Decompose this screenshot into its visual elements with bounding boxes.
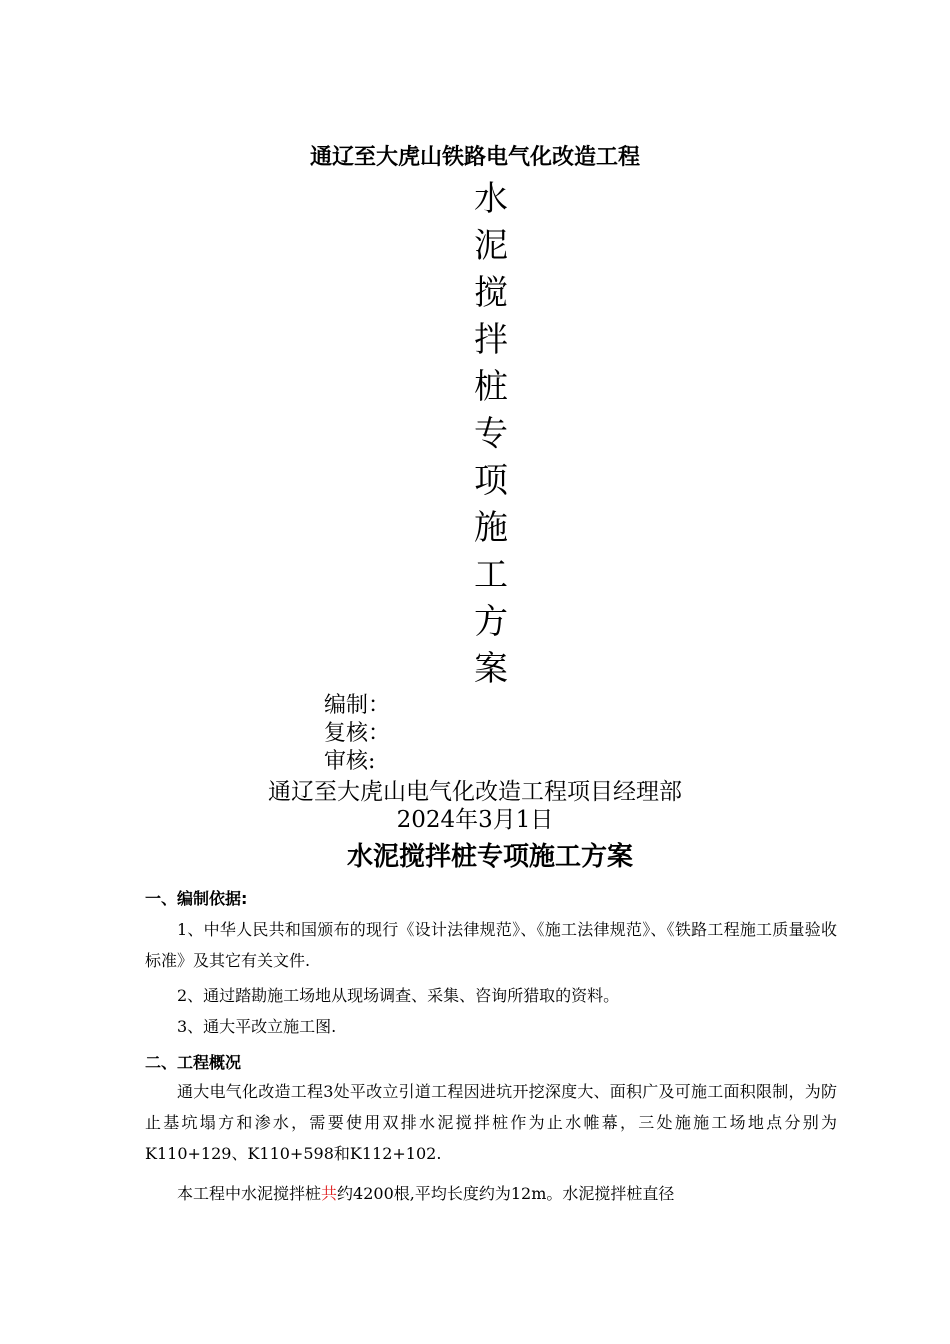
overview-paragraph-1: 通大电气化改造工程3处平改立引道工程因进坑开挖深度大、面积广及可施工面积限制，为防止基坑塌方和渗水，需要使用双排水泥搅拌桩作为止水帷幕，三处施施工场地点分别为K110+129、K110+598和K112+102. [145,1082,837,1163]
department-name: 通辽至大虎山电气化改造工程项目经理部 [268,779,682,805]
document-date: 2024年3月1日 [396,807,554,833]
basis-item-2: 2、通过踏勘施工场地从现场调查、采集、咨询所猎取的资料。 [177,986,620,1005]
basis-item-1: 1、中华人民共和国颁布的现行《设计法律规范》、《施工法律规范》、《铁路工程施工质量验收标准》及其它有关文件. [145,920,837,970]
signoff-approved: 审核: [324,749,376,774]
vertical-title-char: 施 [474,508,508,548]
basis-item-3: 3、通大平改立施工图. [177,1017,337,1036]
overview-text-before: 本工程中水泥搅拌桩 [177,1184,322,1203]
vertical-title-char: 项 [474,461,508,501]
vertical-title-char: 搅 [474,273,508,313]
section-heading-overview: 二、工程概况 [145,1053,242,1072]
vertical-title-char: 水 [474,179,508,219]
vertical-title-char: 桩 [474,367,508,407]
overview-text-after: 约4200根,平均长度约为12m。水泥搅拌桩直径 [337,1184,675,1203]
signoff-compiled: 编制： [324,693,391,718]
vertical-title-char: 拌 [474,320,508,360]
document-title: 水泥搅拌桩专项施工方案 [346,842,633,872]
highlighted-text: 共 [321,1184,338,1203]
overview-paragraph-2 [145,1178,837,1209]
project-title: 通辽至大虎山铁路电气化改造工程 [309,145,640,170]
vertical-title-char: 案 [474,649,508,689]
signoff-reviewed: 复核： [324,721,391,746]
vertical-title-char: 泥 [474,226,508,266]
vertical-title-char: 专 [474,414,508,454]
vertical-title-char: 工 [474,555,508,595]
vertical-title [466,176,516,693]
vertical-title-char: 方 [474,602,508,642]
section-heading-basis: 一、编制依据: [145,889,248,908]
